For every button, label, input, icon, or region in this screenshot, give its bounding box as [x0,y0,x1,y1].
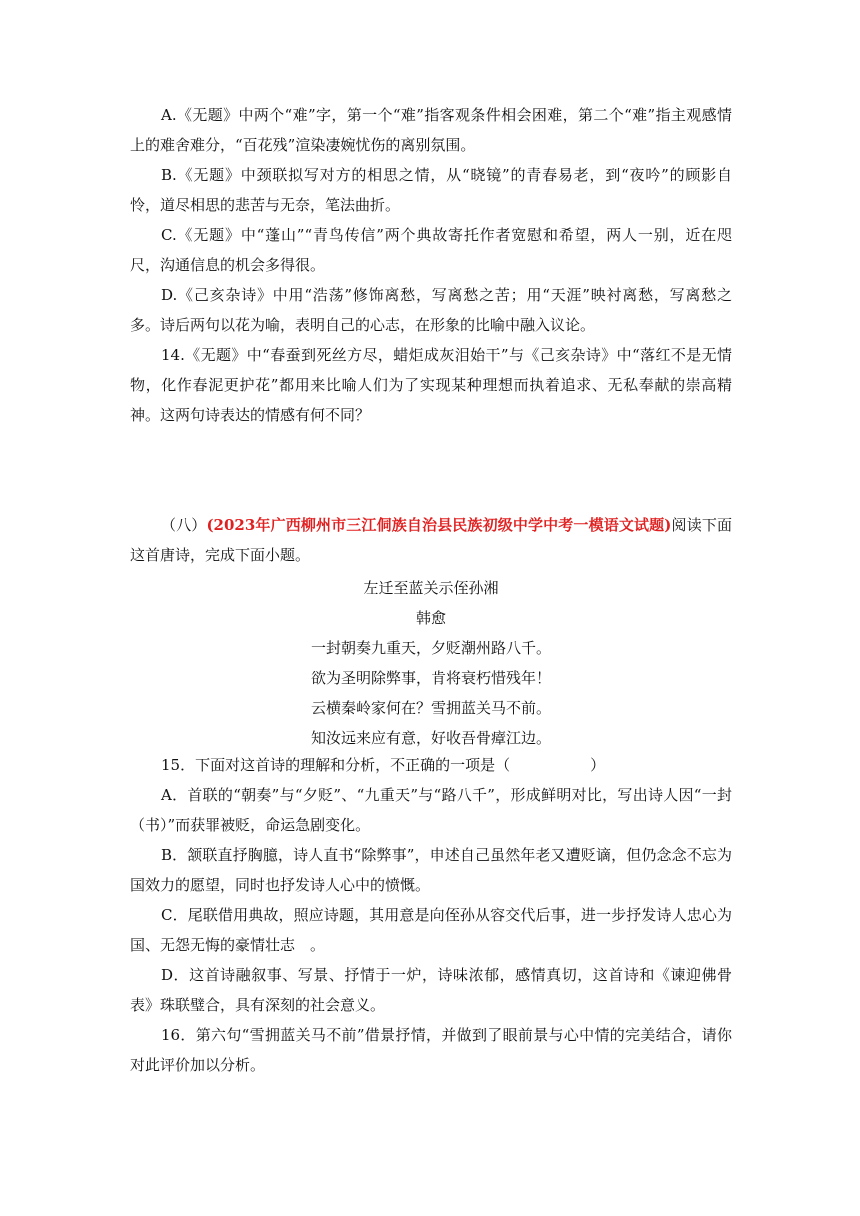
q15-option-c: C．尾联借用典故，照应诗题，其用意是向侄孙从容交代后事，进一步抒发诗人忠心为国、无怨无悔的豪情壮志 。 [130,906,732,954]
question-15-and-16 [130,750,732,1080]
q15-option-d: D．这首诗融叙事、写景、抒情于一炉，诗味浓郁，感情真切，这首诗和《谏迎佛骨表》珠联璧合，具有深刻的社会意义。 [130,966,732,1014]
poem-line-4: 知汝远来应有意，好收吾骨瘴江边。 [310,729,551,747]
question-15-stem: 15．下面对这首诗的理解和分析，不正确的一项是（ ） [161,756,606,774]
poem-author: 韩愈 [415,609,446,627]
section-8-intro [130,510,732,570]
q13-option-d: D.《己亥杂诗》中用“浩荡”修饰离愁，写离愁之苦；用“天涯”映衬离愁，写离愁之多。诗后两句以花为喻，表明自己的心志，在形象的比喻中融入议论。 [130,286,732,334]
section-instruction: 阅读下面这首唐诗，完成下面小题。 [130,516,732,564]
q13-option-a: A.《无题》中两个“难”字，第一个“难”指客观条件相会困难，第二个“难”指主观感情上的难舍难分，“百花残”渲染凄婉忧伤的离别氛围。 [130,106,732,154]
poem-line-3: 云横秦岭家何在？雪拥蓝关马不前。 [310,699,551,717]
poem-title: 左迁至蓝关示侄孙湘 [363,579,499,597]
poem-line-1: 一封朝奏九重天，夕贬潮州路八千。 [310,639,551,657]
q15-option-a: A．首联的“朝奏”与“夕贬”、“九重天”与“路八千”，形成鲜明对比，写出诗人因“一封（书）”而获罪被贬，命运急剧变化。 [130,786,732,834]
poem-line-2: 欲为圣明除弊事，肯将衰朽惜残年！ [310,669,551,687]
question-13-options [130,100,732,430]
poem [130,573,732,753]
q13-option-c: C.《无题》中“蓬山”“青鸟传信”两个典故寄托作者宽慰和希望，两人一别，近在咫尺，沟通信息的机会多得很。 [130,226,732,274]
question-16: 16．第六句“雪拥蓝关马不前”借景抒情，并做到了眼前景与心中情的完美结合，请你对此评价加以分析。 [130,1026,732,1074]
q15-option-b: B．颔联直抒胸臆，诗人直书“除弊事”，申述自己虽然年老又遭贬谪，但仍念念不忘为国效力的愿望，同时也抒发诗人心中的愤慨。 [130,846,732,894]
q13-option-b: B.《无题》中颈联拟写对方的相思之情，从“晓镜”的青春易老，到“夜吟”的顾影自怜，道尽相思的悲苦与无奈，笔法曲折。 [130,166,732,214]
question-14: 14.《无题》中“春蚕到死丝方尽，蜡炬成灰泪始干”与《己亥杂诗》中“落红不是无情物，化作春泥更护花”都用来比喻人们为了实现某种理想而执着追求、无私奉献的崇高精神。这两句诗表达的情感有何不同？ [130,346,732,424]
source-citation: (2023年广西柳州市三江侗族自治县民族初级中学中考一模语文试题) [206,516,672,534]
section-number: （八） [161,516,207,534]
